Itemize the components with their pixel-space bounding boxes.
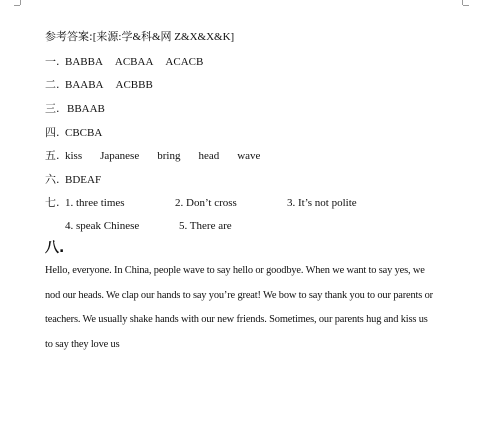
answer: 3. It’s not polite — [287, 197, 357, 209]
page-corner-mark-left — [20, 0, 21, 5]
section-8-paragraph — [45, 259, 460, 357]
answer: kiss — [65, 150, 83, 162]
section-number: 六. — [45, 173, 60, 186]
answer: ACBBB — [115, 79, 153, 91]
answer: BABBA — [65, 56, 103, 68]
answer-key-label: 参考答案: — [45, 30, 93, 43]
source-tag: [来源:学&科&网 Z&X&X&K] — [92, 31, 235, 43]
section-8-number: 八. — [45, 240, 65, 256]
section-6 — [45, 173, 101, 187]
answer: 1. three times — [65, 197, 125, 209]
section-number: 四. — [45, 126, 60, 139]
answer: BBAAB — [67, 103, 105, 115]
answer: wave — [237, 150, 261, 162]
section-2 — [45, 78, 153, 92]
section-number: 五. — [45, 149, 60, 162]
answer: bring — [157, 150, 181, 162]
answer: CBCBA — [65, 127, 103, 139]
section-number: 一. — [45, 55, 60, 68]
paragraph-line: nod our heads. We clap our hands to say you’re great! We bow to say thank you to our parents or — [45, 289, 433, 301]
section-number: 三. — [45, 102, 60, 115]
answer-key-header — [45, 30, 234, 44]
paragraph-line: Hello, everyone. In China, people wave to say hello or goodbye. When we want to say yes, we — [45, 265, 425, 276]
answer: BDEAF — [65, 174, 102, 186]
section-5 — [45, 149, 260, 163]
answer: Japanese — [100, 150, 140, 162]
paragraph-line: teachers. We usually shake hands with our new friends. Sometimes, our parents hug and kiss us — [45, 314, 428, 325]
section-number: 七. — [45, 196, 60, 209]
section-1 — [45, 55, 203, 69]
section-number: 二. — [45, 78, 60, 91]
section-4 — [45, 126, 102, 140]
answer: 4. speak Chinese — [65, 220, 140, 232]
answer: ACACB — [165, 56, 204, 68]
answer: 2. Don’t cross — [175, 197, 237, 209]
answer: BAABA — [65, 79, 104, 91]
section-7 — [45, 196, 357, 210]
answer: ACBAA — [114, 56, 154, 68]
section-3 — [45, 102, 105, 116]
paragraph-line: to say they love us — [45, 338, 120, 350]
answer: head — [198, 150, 220, 162]
page-corner-mark-right-h — [463, 5, 469, 6]
answer: 5. There are — [179, 220, 232, 232]
section-7-line-2 — [65, 219, 232, 233]
page-corner-mark-left-h — [14, 5, 20, 6]
